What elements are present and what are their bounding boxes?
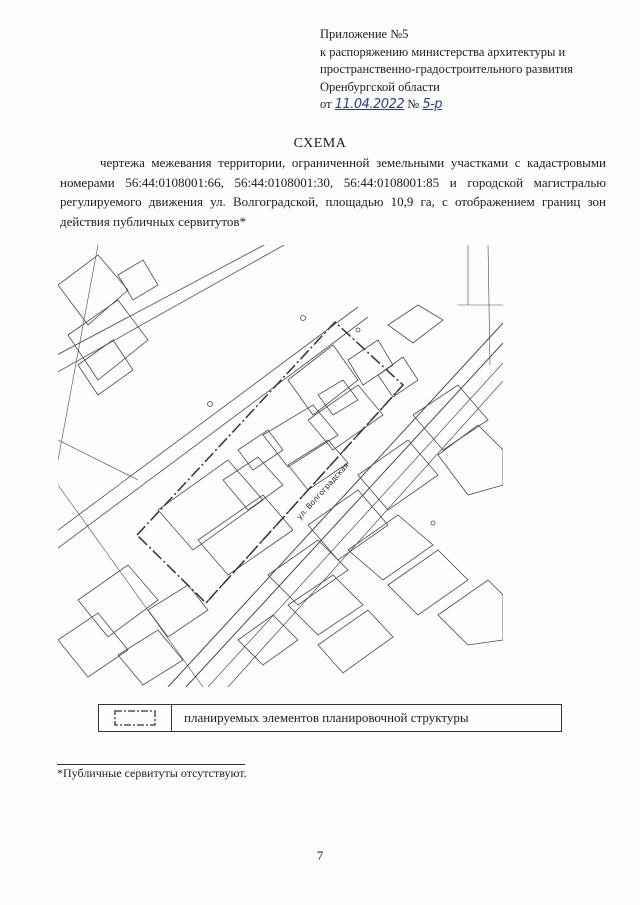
legend-table bbox=[98, 704, 562, 732]
street-label: ул. Волгоградская bbox=[294, 460, 351, 522]
street-axis bbox=[206, 385, 403, 603]
legend-label: планируемых элементов планировочной структуры bbox=[184, 710, 469, 725]
appendix-line-3: пространственно-градостроительного развития bbox=[320, 62, 573, 76]
dash-dot-rect-icon bbox=[113, 709, 157, 727]
schema-title: СХЕМА bbox=[293, 136, 347, 151]
handwritten-date: 11.04.2022 bbox=[334, 97, 405, 112]
footnote: *Публичные сервитуты отсутствуют. bbox=[57, 766, 247, 780]
appendix-date-line bbox=[320, 96, 620, 114]
legend-symbol bbox=[99, 705, 172, 731]
appendix-line-2: к распоряжению министерства архитектуры и bbox=[320, 44, 566, 59]
map-drawing bbox=[58, 245, 503, 687]
schema-description: чертежа межевания территории, ограниченной земельными участками с кадастровыми номерами 56:44:0108001:66, 56:44:0108001:30, 56:44:0108001:85 и городской магистралью регулируемого движения ул. Волгоградской, площадью 10,9 га, с отображением границ зон действия публичных сервитутов* bbox=[60, 155, 606, 229]
appendix-line-4: Оренбургской области bbox=[320, 79, 440, 94]
appendix-header bbox=[320, 26, 620, 114]
planning-boundary bbox=[137, 322, 403, 603]
cadastral-map bbox=[58, 245, 503, 687]
handwritten-number: 5-р bbox=[422, 97, 443, 112]
date-prefix: от bbox=[320, 97, 332, 111]
page-number: 7 bbox=[316, 848, 324, 863]
appendix-title: Приложение №5 bbox=[320, 27, 409, 41]
number-prefix: № bbox=[407, 97, 420, 111]
footnote-divider bbox=[57, 764, 245, 765]
